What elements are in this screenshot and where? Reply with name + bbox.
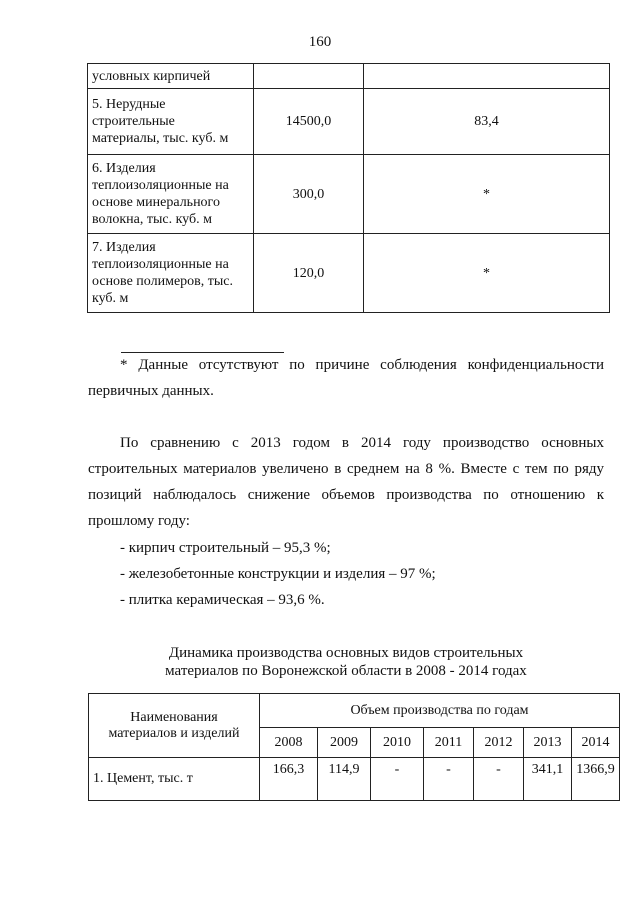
body-paragraph: По сравнению с 2013 годом в 2014 году производство основных строительных материалов увеличено в среднем на 8 %. Вместе с тем по ряду позиций наблюдалось снижение объемов производства по отношению к прошлому году: xyxy=(88,435,604,529)
table-caption xyxy=(88,644,604,680)
name-line: 6. Изделия xyxy=(92,161,156,176)
year-header: 2012 xyxy=(474,728,524,758)
value-cell: * xyxy=(364,234,610,313)
table-header-row xyxy=(89,694,620,728)
footnote: * Данные отсутствуют по причине соблюдения конфиденциальности первичных данных. xyxy=(88,357,604,399)
caption-line: материалов по Воронежской области в 2008 - 2014 годах xyxy=(165,663,527,679)
name-line: основе полимеров, тыс. xyxy=(92,274,234,289)
production-dynamics-table xyxy=(88,693,620,801)
value-cell: 341,1 xyxy=(524,758,572,801)
year-header: 2008 xyxy=(260,728,318,758)
value-cell: 120,0 xyxy=(254,234,364,313)
list-item: - железобетонные конструкции и изделия – 97 %; xyxy=(120,566,436,582)
caption-line: Динамика производства основных видов строительных xyxy=(168,645,524,661)
list-item: - плитка керамическая – 93,6 %. xyxy=(120,592,325,608)
name-line: 5. Нерудные xyxy=(92,97,166,112)
list-item: - кирпич строительный – 95,3 %; xyxy=(120,540,331,556)
name-line: теплоизоляционные на xyxy=(92,178,229,193)
header-line: материалов и изделий xyxy=(108,725,240,741)
header-name-cell xyxy=(89,694,260,758)
name-line: материалы, тыс. куб. м xyxy=(92,131,229,146)
name-line: теплоизоляционные на xyxy=(92,257,229,272)
name-line: строительные xyxy=(92,114,175,129)
value-cell: * xyxy=(364,155,610,234)
value-cell: 300,0 xyxy=(254,155,364,234)
row-name xyxy=(88,89,254,155)
year-header: 2014 xyxy=(572,728,620,758)
value-cell xyxy=(254,64,364,89)
table-row xyxy=(89,758,620,801)
value-cell: - xyxy=(474,758,524,801)
name-line: волокна, тыс. куб. м xyxy=(92,212,212,227)
value-cell: 83,4 xyxy=(364,89,610,155)
value-cell: - xyxy=(371,758,424,801)
table-row xyxy=(88,64,610,89)
table-row xyxy=(88,234,610,313)
row-name xyxy=(88,155,254,234)
row-name xyxy=(88,64,254,89)
value-cell: - xyxy=(424,758,474,801)
value-cell xyxy=(364,64,610,89)
name-line: условных кирпичей xyxy=(92,68,211,84)
name-line: куб. м xyxy=(92,291,129,306)
header-line: Наименования xyxy=(130,709,218,725)
year-header: 2011 xyxy=(424,728,474,758)
table-row xyxy=(88,155,610,234)
value-cell: 14500,0 xyxy=(254,89,364,155)
header-group-cell: Объем производства по годам xyxy=(260,694,620,728)
name-line: основе минерального xyxy=(92,195,220,210)
table-row xyxy=(88,89,610,155)
year-header: 2009 xyxy=(318,728,371,758)
value-cell: 1366,9 xyxy=(572,758,620,801)
value-cell: 166,3 xyxy=(260,758,318,801)
name-line: 7. Изделия xyxy=(92,240,156,255)
page-number: 160 xyxy=(308,34,332,50)
year-header: 2010 xyxy=(371,728,424,758)
row-name: 1. Цемент, тыс. т xyxy=(89,758,260,801)
row-name xyxy=(88,234,254,313)
materials-table xyxy=(87,63,610,313)
value-cell: 114,9 xyxy=(318,758,371,801)
year-header: 2013 xyxy=(524,728,572,758)
